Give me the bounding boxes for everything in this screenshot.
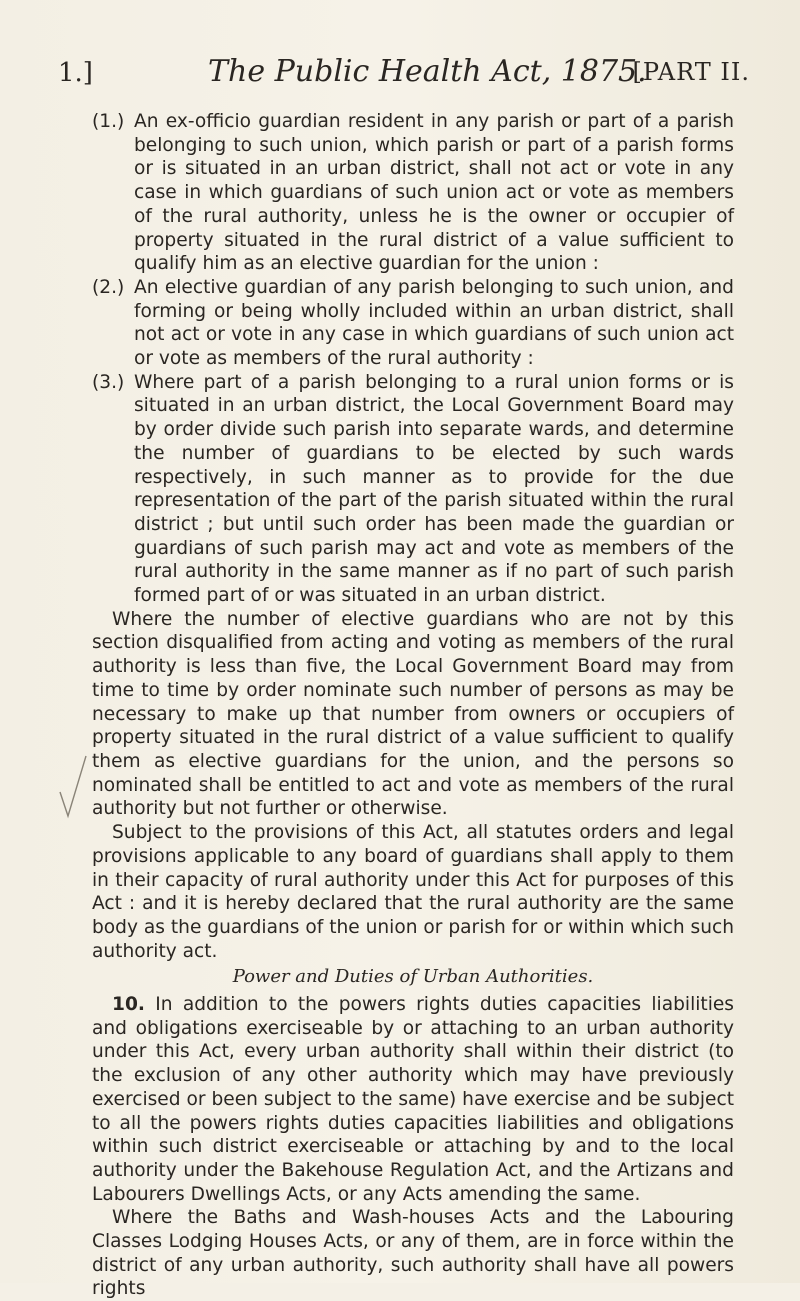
paragraph-provisions: Subject to the provisions of this Act, all statutes orders and legal provisions applicable to any board of guardians shall apply to them in their capacity of rural authority under this Act for purposes of this Act : and it is hereby declared that the rural authority are the same body as the guardians of the union or parish for or within which such authority act. (92, 822, 735, 962)
section-10 (92, 993, 734, 1206)
body-text (92, 110, 734, 1301)
clause-number: (2.) (92, 276, 125, 298)
running-title: The Public Health Act, 1875. (208, 54, 647, 89)
part-label: [PART II. (632, 58, 750, 86)
paragraph-nomination: Where the number of elective guardians who are not by this section disqualified from acting and voting as members of the rural authority is less than five, the Local Government Board may from time to time by order nominate such number of persons as may be necessary to make up that number from owners or occupiers of property situated in the rural district of a value sufficient to qualify them as elective guardians for the union, and the persons so nominated shall be entitled to act and vote as members of the rural authority but not further or otherwise. (92, 608, 734, 820)
clause-3 (92, 371, 734, 608)
clause-number: (3.) (92, 371, 125, 393)
clause-2 (92, 276, 734, 371)
paragraph-baths: Where the Baths and Wash-houses Acts and the Labouring Classes Lodging Houses Acts, or any of them, are in force within the district of any urban authority, such authority shall have all powers rights (92, 1207, 734, 1300)
clause-1 (92, 110, 734, 276)
pencil-mark-icon (56, 754, 96, 824)
page-header (58, 50, 750, 90)
section-heading: Power and Duties of Urban Authorities. (232, 966, 594, 988)
clause-text: Where part of a parish belonging to a rural union forms or is situated in an urban district, the Local Government Board may by order divide such parish into separate wards, and determine the number of guardians to be elected by such wards respectively, in such manner as to provide for the due representation of the part of the parish situated within the rural district ; but until such order has been made the guardian or guardians of such parish may act and vote as members of the rural authority in the same manner as if no part of such parish formed part of or was situated in an urban district. (134, 371, 734, 607)
section-number: 10. (112, 994, 145, 1016)
section-text: In addition to the powers rights duties capacities liabilities and obligations exerciseable by or attaching to an urban authority under this Act, every urban authority shall within their district (to the exclusion of any other authority which may have previously exercised or been subject to the same) have exercise and be subject to all the powers rights duties capacities liabilities and obligations within such district exerciseable or attaching by and to the local authority under the Bakehouse Regulation Act, and the Artizans and Labourers Dwellings Acts, or any Acts amending the same. (92, 994, 734, 1205)
page-number: 1.] (58, 58, 93, 88)
clause-text: An ex-officio guardian resident in any parish or part of a parish belonging to such union, which parish or part of a parish forms or is situated in an urban district, shall not act or vote in any case in which guardians of such union act or vote as members of the rural authority, unless he is the owner or occupier of property situated in the rural district of a value sufficient to qualify him as an elective guardian for the union : (134, 111, 734, 275)
clause-text: An elective guardian of any parish belonging to such union, and forming or being wholly included within an urban district, shall not act or vote in any case in which guardians of such union act or vote as members of the rural authority : (134, 276, 734, 370)
clause-number: (1.) (92, 111, 125, 132)
